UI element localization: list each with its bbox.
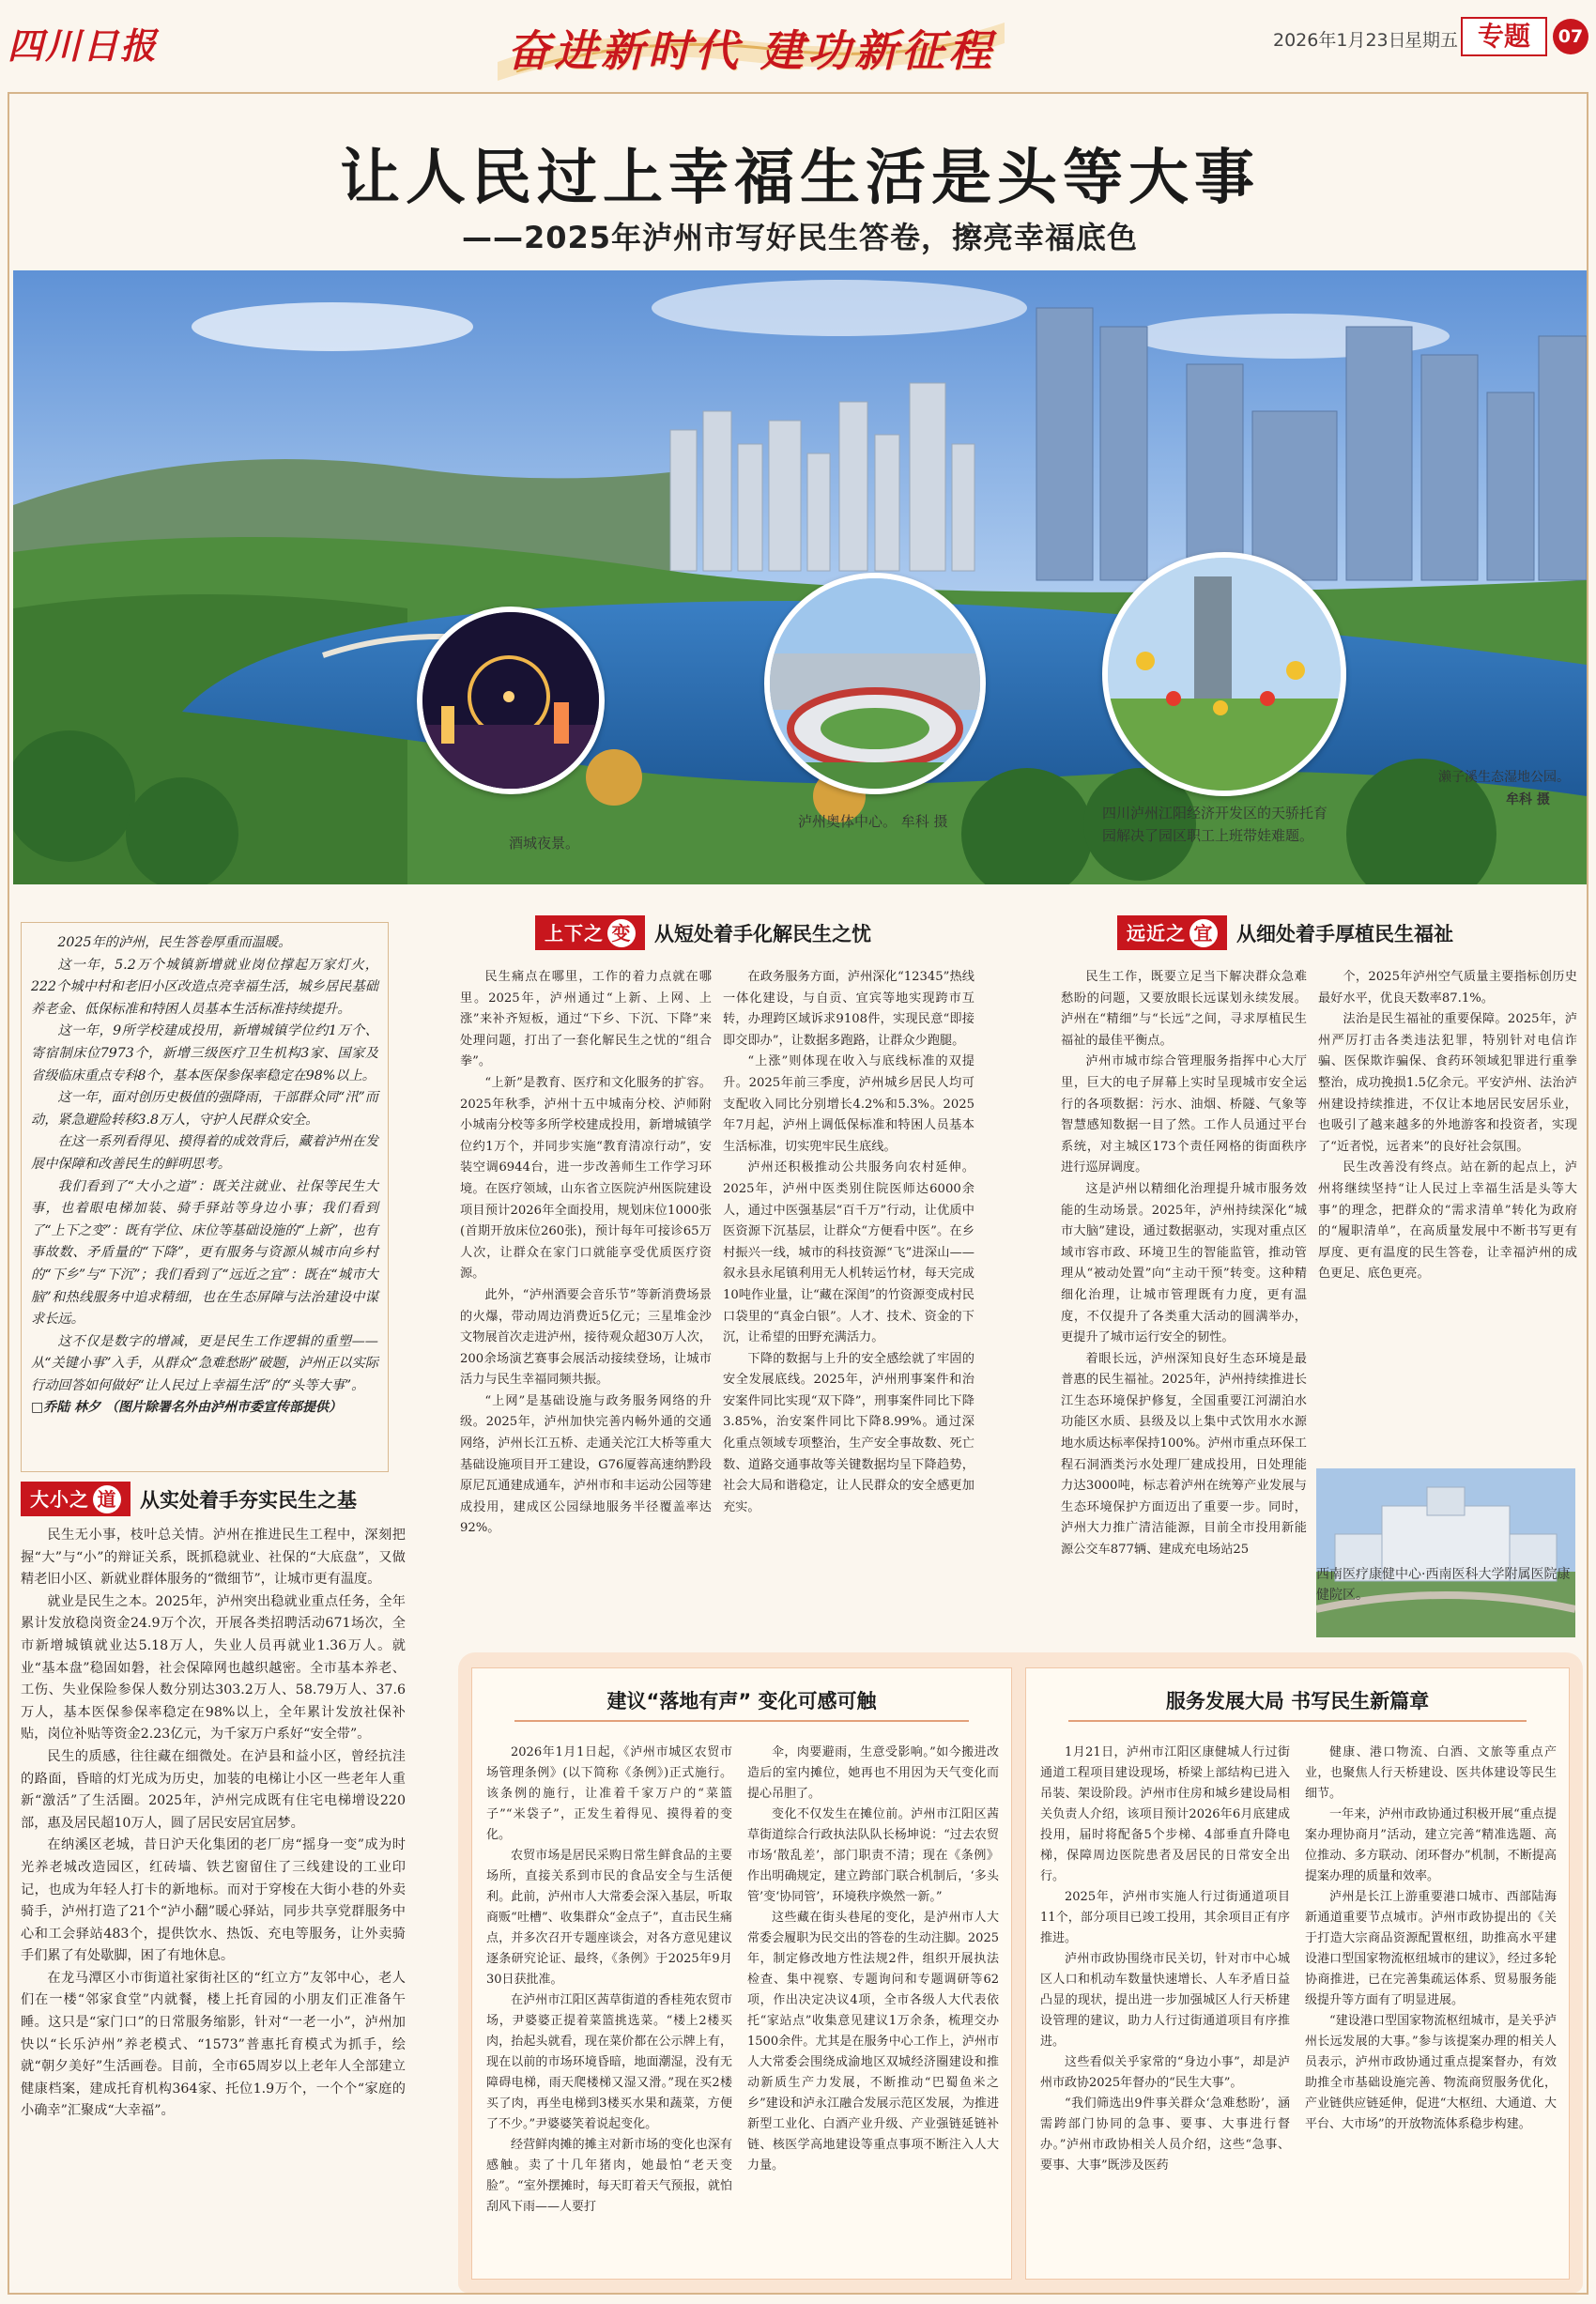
- section-body-yjz-col1: [1061, 967, 1307, 1643]
- lead-paragraph: 在这一系列看得见、摸得着的成效背后，藏着泸州在发展中保障和改善民生的鲜明思考。: [31, 1134, 378, 1172]
- body-paragraph: 个，2025年泸州空气质量主要指标创历史最好水平，优良天数率87.1%。: [1318, 970, 1577, 1006]
- section-tag-char: 道: [93, 1485, 121, 1513]
- byline: □乔陆 林夕 （图片除署名外由泸州市委宣传部提供）: [31, 1400, 342, 1416]
- caption-hospital: 西南医疗康健中心·西南医科大学附属医院康健院区。: [1316, 1567, 1571, 1603]
- body-paragraph: 2026年1月1日起，《泸州市城区农贸市场管理条例》(以下简称《条例》)正式施行。该条例的施行，让准着千家万户的“菜篮子”“米袋子”，正发生着得见、摸得着的变化。: [486, 1745, 732, 1842]
- lead-paragraph: 2025年的泸州，民生答卷厚重而温暖。: [57, 935, 292, 950]
- body-paragraph: 这是泸州以精细化治理提升城市服务效能的生动场景。2025年，泸州持续深化“城市大脑”建设，通过数据驱动，实现对重点区域市容市政、环境卫生的智能监管，推动管理从“被动处置”向“主动干预”转变。这种精细化治理，让城市管理既有力度，更有温度，不仅提升了各类重大活动的圆满举办，更提升了城市运行安全的韧性。: [1061, 1181, 1307, 1345]
- body-paragraph: 一年来，泸州市政协通过积极开展“重点提案办理协商月”活动，建立完善“精准选题、高位推动、多方联动、闭环督办”机制，不断提高提案办理的质量和效率。: [1305, 1807, 1557, 1883]
- inset-photo-night-view: [417, 607, 605, 794]
- body-paragraph: 泸州还积极推动公共服务向农村延伸。2025年，泸州中医类别住院医师达6000余人，通过中医强基层“百千万”行动，让优质中医资源下沉基层，让群众“方便看中医”。在乡村振兴一线，城市的科技资源“飞”进深山——叙永县永尾镇利用无人机转运竹材，每天完成10吨作业量，让“藏在深闺”的竹资源变成村民口袋里的“真金白银”。人才、技术、资金的下沉，让希望的田野充满活力。: [723, 1160, 974, 1345]
- body-paragraph: 这些看似关乎家常的“身边小事”，却是泸州市政协2025年督办的“民生大事”。: [1040, 2055, 1290, 2090]
- body-paragraph: 泸州市城市综合管理服务指挥中心大厅里，巨大的电子屏幕上实时呈现城市安全运行的各项数据：污水、油烟、桥隧、气象等智慧感知数据一目了然。工作人员通过平台系统，对主城区173个责任网格的街面秩序进行巡屏调度。: [1061, 1054, 1307, 1175]
- subheadline: ——2025年泸州市写好民生答卷，擦亮幸福底色: [461, 220, 1139, 255]
- hero-photo-wetland-park: [13, 270, 1587, 884]
- section-tag: [535, 915, 645, 950]
- right-title-underline: [1068, 1720, 1527, 1722]
- section-tag: [1117, 915, 1227, 950]
- body-paragraph: 这些藏在街头巷尾的变化，是泸州市人大常委会履职为民交出的答卷的生动注脚。2025年，制定修改地方性法规2件，组织开展执法检查、集中视察、专题询问和专题调研等62项，作出决定决议4项，全市各级人大代表依托“家站点”收集意见建议1万余条，梳理交办1500余件。尤其是在服务中心工作上，泸州市人大常委会围绕成渝地区双城经济圈建设和推动新质生产力发展，不断推动“巴蜀鱼米之乡”建设和泸永江融合发展示范区发展，为推进新型工业化、白酒产业升级、产业强链延链补链、核医学高地建设等重点事项不断注入人大力量。: [747, 1911, 999, 2173]
- body-paragraph: 1月21日，泸州市江阳区康健城人行过街通道工程项目建设现场，桥梁上部结构已进入吊装、架设阶段。泸州市住房和城乡建设局相关负责人介绍，该项目预计2026年6月底建成投用，届时将配备5个步梯、4部垂直升降电梯，保障周边医院患者及居民的日常安全出行。: [1040, 1745, 1290, 1883]
- section-title-dax: [21, 1482, 357, 1516]
- theme-banner: [488, 6, 1014, 83]
- section-heading: 从短处着手化解民生之忧: [654, 922, 871, 945]
- section-heading: 从实处着手夯实民生之基: [140, 1488, 357, 1512]
- night-city-illustration: [422, 612, 599, 789]
- body-paragraph: “上涨”则体现在收入与底线标准的双提升。2025年前三季度，泸州城乡居民人均可支配收入同比分别增长4.2%和5.3%。2025年7月起，泸州上调低保标准和特困人员基本生活标准，切实兜牢民生底线。: [723, 1054, 974, 1154]
- body-paragraph: 伞，肉要避雨，生意受影响。”如今搬进改造后的室内摊位，她再也不用因为天气变化而提心吊胆了。: [747, 1745, 999, 1801]
- section-title-yjz: [1117, 915, 1453, 950]
- article-frame: [8, 92, 1588, 2295]
- lead-paragraph: 我们看到了“大小之道”：既关注就业、社保等民生大事，也着眼电梯加装、骑手驿站等身边小事；我们看到了“上下之变”：既有学位、床位等基础设施的“上新”，也有事故数、矛盾量的“下降”，更有服务与资源从城市向乡村的“下乡”与“下沉”；我们看到了“远近之宜”：既在“城市大脑”和热线服务中追求精细，也在生态屏障与法治建设中谋求长远。: [31, 1178, 378, 1328]
- section-tag: [21, 1482, 130, 1516]
- right-page-title: 服务发展大局 书写民生新篇章: [1165, 1690, 1430, 1713]
- lead-intro: [21, 922, 389, 1472]
- inset-photo-daycare: [1102, 552, 1346, 796]
- body-paragraph: 泸州市政协围绕市民关切，针对市中心城区人口和机动车数量快速增长、人车矛盾日益凸显的现状，提出进一步加强城区人行天桥建设管理的建议，助力人行过街通道项目有序推进。: [1040, 1952, 1290, 2049]
- body-paragraph: 在泸州市江阳区茜草街道的香桂苑农贸市场，尹婆婆正提着菜篮挑选菜。“楼上2楼买肉，抬起头就看，现在菜价都在公示牌上有，现在以前的市场环境昏暗，地面潮湿，没有无障碍电梯，雨天爬楼梯又湿又滑。”现在买2楼买了肉，再坐电梯到3楼买水果和蔬菜，方便了不少。”尹婆婆笑着说起变化。: [486, 1993, 732, 2131]
- right-page-col1: [1040, 1743, 1290, 2268]
- body-paragraph: 在龙马潭区小市街道社家街社区的“红立方”友邻中心，老人们在一楼“邻家食堂”内就餐，楼上托育园的小朋友们正准备午睡。这只是“家门口”的日常服务缩影，针对“一老一小”，泸州加快以“长乐泸州”养老模式、“1573”普惠托育模式为抓手，绘就“朝夕美好”生活画卷。目前，全市65周岁以上老年人全部建立健康档案，建成托育机构364家、托位1.9万个，一个个“家庭的小确幸”汇聚成“大幸福”。: [21, 1970, 406, 2119]
- lead-paragraph: 这一年，9所学校建成投用，新增城镇学位约1万个、寄宿制床位7973个，新增三级医疗卫生机构3家、国家及省级临床重点专科8个，基本医保参保率稳定在98%以上。: [31, 1023, 378, 1083]
- body-paragraph: “上网”是基础设施与政务服务网络的升级。2025年，泸州加快完善内畅外通的交通网络，泸州长江五桥、走通关沱江大桥等重大基础设施项目开工建设，G76厦蓉高速纳黔段原尼瓦通建成通车，泸州市和丰运动公园等建成投用，建成区公园绿地服务半径覆盖率达92%。: [460, 1393, 712, 1536]
- body-paragraph: 着眼长远，泸州深知良好生态环境是最普惠的民生福祉。2025年，泸州持续推进长江生态环境保护修复，全国重要江河湖泊水功能区水质、县级及以上集中式饮用水水源地水质达标率保持100%。泸州市重点环保工程石洞酒类污水处理厂建成投用，日处理能力达3000吨，标志着泸州在统筹产业发展与生态环境保护方面迈出了重要一步。同时，泸州大力推广清洁能源，目前全市投用新能源公交车877辆、建成充电场站25: [1061, 1351, 1307, 1558]
- section-tag-char: 宜: [1189, 919, 1218, 947]
- body-paragraph: “上新”是教育、医疗和文化服务的扩容。2025年秋季，泸州十五中城南分校、泸师附小城南分校等多所学校建成投用，新增城镇学位约1万个，并同步实施“教育清凉行动”，安装空调6944台，进一步改善师生工作学习环境。在医疗领域，山东省立医院泸州医院建设项目预计2026年全面投用，规划床位1000张(首期开放床位260张)，预计每年可接诊65万人次，让群众在家门口就能享受优质医疗资源。: [460, 1075, 712, 1282]
- hospital-photo: [1316, 1468, 1575, 1637]
- body-paragraph: 民生无小事，枝叶总关情。泸州在推进民生工程中，深刻把握“大”与“小”的辩证关系，既抓稳就业、社保的“大底盘”，又做精老旧小区、新就业群体服务的“微细节”，让城市更有温度。: [21, 1528, 406, 1588]
- left-title-underline: [514, 1720, 969, 1722]
- wetland-park-illustration: [13, 270, 1587, 884]
- daycare-illustration: [1108, 558, 1341, 791]
- body-paragraph: 泸州是长江上游重要港口城市、西部陆海新通道重要节点城市。泸州市政协提出的《关于打造大宗商品资源配置枢纽，助推高水平建设港口型国家物流枢纽城市的建议》，经过多轮协商推进，已在完善集疏运体系、贸易服务能级提升等方面有了明显进展。: [1305, 1890, 1557, 2007]
- caption-wetland-credit: 牟科 摄: [1506, 792, 1550, 807]
- body-paragraph: 法治是民生福祉的重要保障。2025年，泸州严厉打击各类违法犯罪，特别针对电信诈骗、医保欺诈骗保、食药环领域犯罪进行重拳整治，成功挽损1.5亿余元。平安泸州、法治泸州建设持续推进，不仅让本地居民安居乐业，也吸引了越来越多的外地游客和投资者，实现了“近者悦，远者来”的良好社会氛围。: [1318, 1012, 1577, 1154]
- section-tag-char: 变: [607, 919, 636, 947]
- body-paragraph: 民生痛点在哪里，工作的着力点就在哪里。2025年，泸州通过“上新、上网、上涨”来补齐短板，通过“下乡、下沉、下降”来处理问题，打出了一套化解民生之忧的“组合拳”。: [460, 970, 712, 1069]
- newspaper-name: 四川日报: [8, 24, 159, 67]
- body-paragraph: “建设港口型国家物流枢纽城市，是关乎泸州长远发展的大事。”参与该提案办理的相关人员表示，泸州市政协通过重点提案督办，有效助推全市基础设施完善、物流商贸服务优化，产业链供应链延伸，促进“大枢纽、大通道、大平台、大市场”的开放物流体系稳步构建。: [1305, 2014, 1557, 2131]
- caption-night-view: 酒城夜景。: [509, 835, 580, 852]
- section-label: 专题: [1461, 17, 1547, 56]
- section-body-sxz-col1: [460, 967, 712, 1643]
- bottom-feature-panel: [458, 1652, 1583, 2293]
- body-paragraph: 此外，“泸州酒要会音乐节”等新消费场景的火爆，带动周边消费近5亿元；三星堆金沙文物展首次走进泸州，接待观众超30万人次，200余场演艺赛事会展活动接续登场，让城市活力与民生幸福同频共振。: [460, 1287, 712, 1388]
- section-body-sxz-col2: [723, 967, 974, 1643]
- issue-date: 2026年1月23日: [1273, 30, 1406, 51]
- left-page-title: 建议“落地有声” 变化可感可触: [606, 1690, 877, 1713]
- body-paragraph: 2025年，泸州市实施人行过街通道项目11个，部分项目已竣工投用，其余项目正有序推进。: [1040, 1890, 1290, 1945]
- caption-daycare: 四川泸州江阳经济开发区的天骄托育园解决了园区职工上班带娃难题。: [1102, 805, 1328, 844]
- body-paragraph: 在纳溪区老城，昔日沪天化集团的老厂房“摇身一变”成为时光养老城改造园区，红砖墙、铁艺窗留住了三线建设的工业印记，也成为年轻人打卡的新地标。而对于穿梭在大街小巷的外卖骑手，泸州打造了21个“泸小翻”暖心驿站，同步共享党群服务中心和工会驿站483个，提供饮水、热饭、充电等服务，让外卖骑手们累了有处歇脚，困了有地休息。: [21, 1837, 406, 1964]
- lead-paragraph: 这一年，面对创历史极值的强降雨，干部群众同“汛”而动，紧急避险转移3.8万人，守护人民群众安全。: [31, 1090, 378, 1128]
- hospital-illustration: [1316, 1468, 1575, 1637]
- body-paragraph: 民生工作，既要立足当下解决群众急难愁盼的问题，又要放眼长远谋划永续发展。泸州在“精细”与“长远”之间，寻求厚植民生福祉的最佳平衡点。: [1061, 970, 1307, 1048]
- section-tag-text: 上下之: [545, 922, 604, 945]
- left-page-col2: [747, 1743, 999, 2268]
- section-tag-text: 大小之: [30, 1488, 89, 1511]
- banner-slogan: 奋进新时代 建功新征程: [506, 25, 995, 76]
- section-tag-text: 远近之: [1127, 922, 1186, 945]
- body-paragraph: 在政务服务方面，泸州深化“12345”热线一体化建设，与自贡、宜宾等地实现跨市互转，办理跨区域诉求9108件，实现民意“即接即交即办”，让数据多跑路，让群众少跑腿。: [723, 970, 974, 1048]
- inset-photo-sports-center: [764, 573, 986, 794]
- body-paragraph: “我们筛选出9件事关群众‘急难愁盼’，涵需跨部门协同的急事、要事、大事进行督办。”泸州市政协相关人员介绍，这些“急事、要事、大事”既涉及医药: [1040, 2097, 1290, 2173]
- masthead: [0, 0, 1596, 86]
- body-paragraph: 经营鲜肉摊的摊主对新市场的变化也深有感触。卖了十几年猪肉，她最怕“老天变脸”。“室外摆摊时，每天盯着天气预报，就怕刮风下雨——人要打: [486, 2138, 732, 2214]
- headline: 让人民过上幸福生活是头等大事: [340, 144, 1260, 213]
- section-body-yjz-col2: [1318, 967, 1577, 1455]
- issue-weekday: 星期五: [1404, 30, 1459, 51]
- body-paragraph: 下降的数据与上升的安全感绘就了牢固的安全发展底线。2025年，泸州刑事案件和治安案件同比实现“双下降”，刑事案件同比下降3.85%，治安案件同比下降8.99%。通过深化重点领域专项整治，生产安全事故数、死亡数、道路交通事故等关键数据均呈下降趋势，社会大局和谐稳定，让人民群众的安全感更加充实。: [723, 1351, 974, 1514]
- caption-wetland-park: 濑子溪生态湿地公园。: [1438, 770, 1570, 785]
- page-number: 07: [1553, 19, 1588, 54]
- body-paragraph: 民生的质感，往往藏在细微处。在泸县和益小区，曾经抗洼的路面，昏暗的灯光成为历史，加装的电梯让小区一些老年人重新“激活”了生活圈。2025年，泸州完成既有住宅电梯增设220部，惠及居民超10万人，圆了居民安居宜居梦。: [21, 1748, 406, 1831]
- left-page-col1: [486, 1743, 732, 2268]
- section-title-sxz: [535, 915, 871, 950]
- lead-paragraph: 这不仅是数字的增减，更是民生工作逻辑的重塑——从“关键小事”入手，从群众“急难愁盼”破题，泸州正以实际行动回答如何做好“让人民过上幸福生活”的“头等大事”。: [31, 1333, 378, 1393]
- stadium-illustration: [770, 578, 980, 789]
- right-page-col2: [1305, 1743, 1557, 2268]
- body-paragraph: 农贸市场是居民采购日常生鲜食品的主要场所，直接关系到市民的食品安全与生活便利。此前，泸州市人大常委会深入基层，听取商贩“吐槽”、收集群众“金点子”，直击民生痛点，并多次召开专题座谈会，对各方意见建议逐条研究论证、最终，《条例》于2025年9月30日获批准。: [486, 1849, 732, 1987]
- body-paragraph: 变化不仅发生在摊位前。泸州市江阳区茜草街道综合行政执法队队长杨坤说：“过去农贸市场‘散乱差’，部门职责不清；现在《条例》作出明确规定，建立跨部门联合机制后，‘多头管’变‘协同管’，环境秩序焕然一新。”: [747, 1807, 999, 1904]
- lead-paragraph: 这一年，5.2万个城镇新增就业岗位撑起万家灯火，222个城中村和老旧小区改造点亮幸福生活，城乡居民基础养老金、低保标准和特困人员基本生活标准持续提升。: [31, 957, 378, 1017]
- body-paragraph: 民生改善没有终点。站在新的起点上，泸州将继续坚持“让人民过上幸福生活是头等大事”的理念，把群众的“需求清单”转化为政府的“履职清单”，在高质量发展中不断书写更有厚度、更有温度的民生答卷，让幸福泸州的成色更足、底色更亮。: [1318, 1160, 1577, 1282]
- body-paragraph: 就业是民生之本。2025年，泸州突出稳就业重点任务，全年累计发放稳岗资金24.9万个次，开展各类招聘活动671场次，全市新增城镇就业达5.18万人，失业人员再就业1.36万人。就业“基本盘”稳固如磐，社会保障网也越织越密。全市基本养老、工伤、失业保险参保人数分别达303.2万人、58.79万人、37.6万人，基本医保参保率稳定在98%以上，全年累计发放社保补贴，岗位补贴等资金2.23亿元，为千家万户系好“安全带”。: [21, 1593, 406, 1743]
- section-heading: 从细处着手厚植民生福祉: [1236, 922, 1453, 945]
- section-body-dax: [21, 1525, 406, 2295]
- caption-sports-center: 泸州奥体中心。 牟科 摄: [798, 813, 948, 830]
- body-paragraph: 健康、港口物流、白酒、文旅等重点产业，也聚焦人行天桥建设、医共体建设等民生细节。: [1305, 1745, 1557, 1801]
